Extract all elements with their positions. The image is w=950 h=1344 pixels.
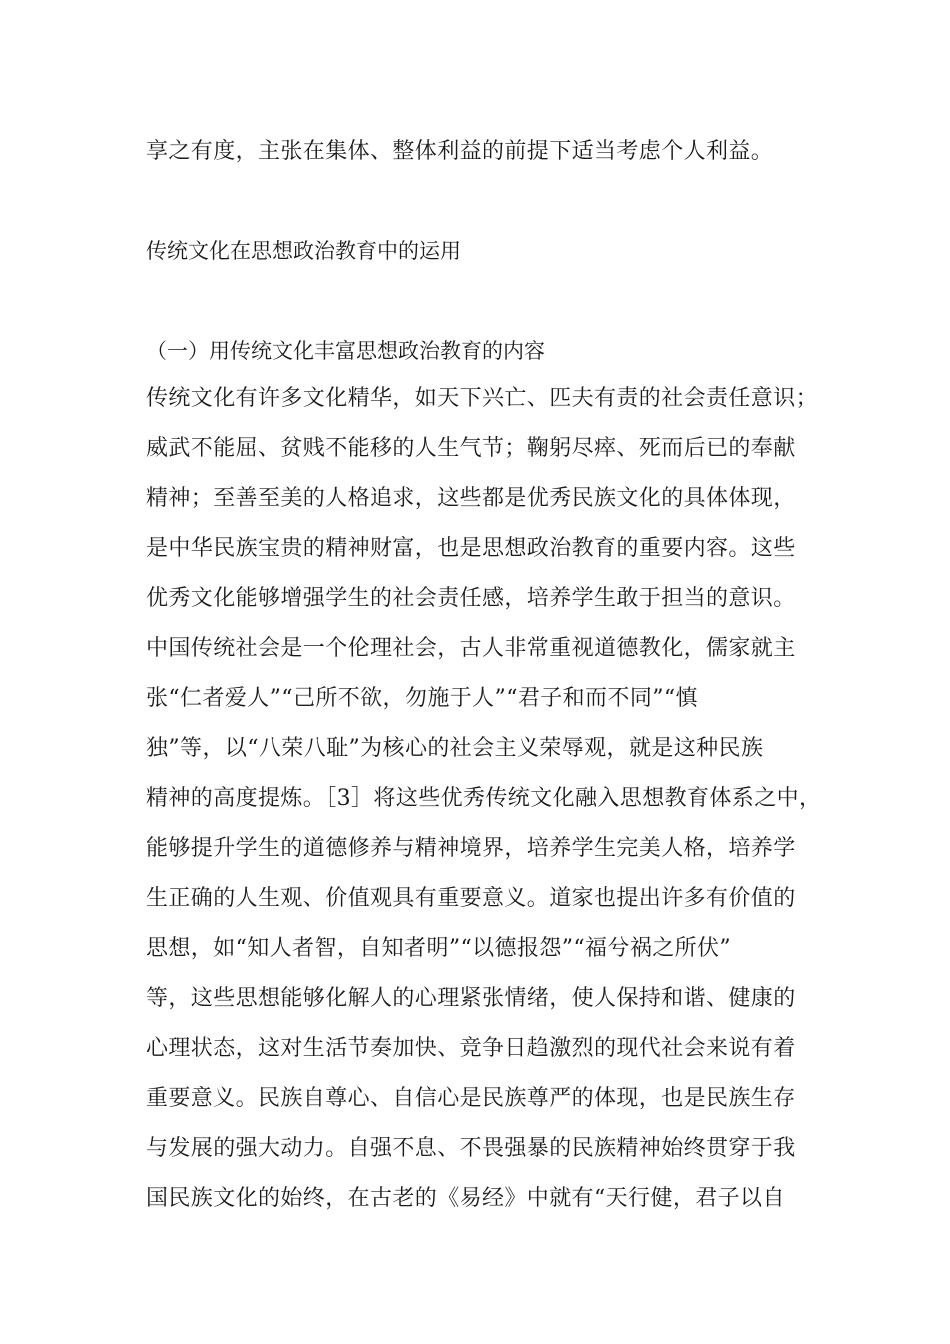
body-line: 能够提升学生的道德修养与精神境界，培养学生完美人格，培养学 [146, 836, 796, 861]
body-line: 精神的高度提炼。［3］将这些优秀传统文化融入思想教育体系之中， [146, 786, 822, 811]
body-line: 国民族文化的始终，在古老的《易经》中就有“天行健，君子以自 [146, 1186, 785, 1211]
body-line: 重要意义。民族自尊心、自信心是民族尊严的体现，也是民族生存 [146, 1086, 796, 1111]
body-line: 张“仁者爱人”“己所不欲，勿施于人”“君子和而不同”“慎 [146, 686, 698, 711]
body-line: 心理状态，这对生活节奏加快、竞争日趋激烈的现代社会来说有着 [146, 1036, 796, 1061]
body-line: 精神；至善至美的人格追求，这些都是优秀民族文化的具体体现， [146, 486, 796, 511]
body-line: 等，这些思想能够化解人的心理紧张情绪，使人保持和谐、健康的 [146, 986, 796, 1011]
body-line: 与发展的强大动力。自强不息、不畏强暴的民族精神始终贯穿于我 [146, 1136, 796, 1161]
body-line: 中国传统社会是一个伦理社会，古人非常重视道德教化，儒家就主 [146, 636, 796, 661]
section-heading: 传统文化在思想政治教育中的运用 [146, 239, 461, 263]
opening-line: 享之有度，主张在集体、整体利益的前提下适当考虑个人利益。 [146, 139, 774, 164]
body-line: 独”等，以“八荣八耻”为核心的社会主义荣辱观，就是这种民族 [146, 736, 764, 761]
body-line: 思想，如“知人者智，自知者明”“以德报怨”“福兮祸之所伏” [146, 936, 732, 961]
body-line: 生正确的人生观、价值观具有重要意义。道家也提出许多有价值的 [146, 886, 796, 911]
subsection-heading: （一）用传统文化丰富思想政治教育的内容 [146, 339, 545, 363]
body-line: 优秀文化能够增强学生的社会责任感，培养学生敢于担当的意识。 [146, 586, 796, 611]
body-line: 威武不能屈、贫贱不能移的人生气节；鞠躬尽瘁、死而后已的奉献 [146, 436, 796, 461]
body-line: 传统文化有许多文化精华，如天下兴亡、匹夫有责的社会责任意识； [146, 386, 819, 411]
body-line: 是中华民族宝贵的精神财富，也是思想政治教育的重要内容。这些 [146, 536, 796, 561]
